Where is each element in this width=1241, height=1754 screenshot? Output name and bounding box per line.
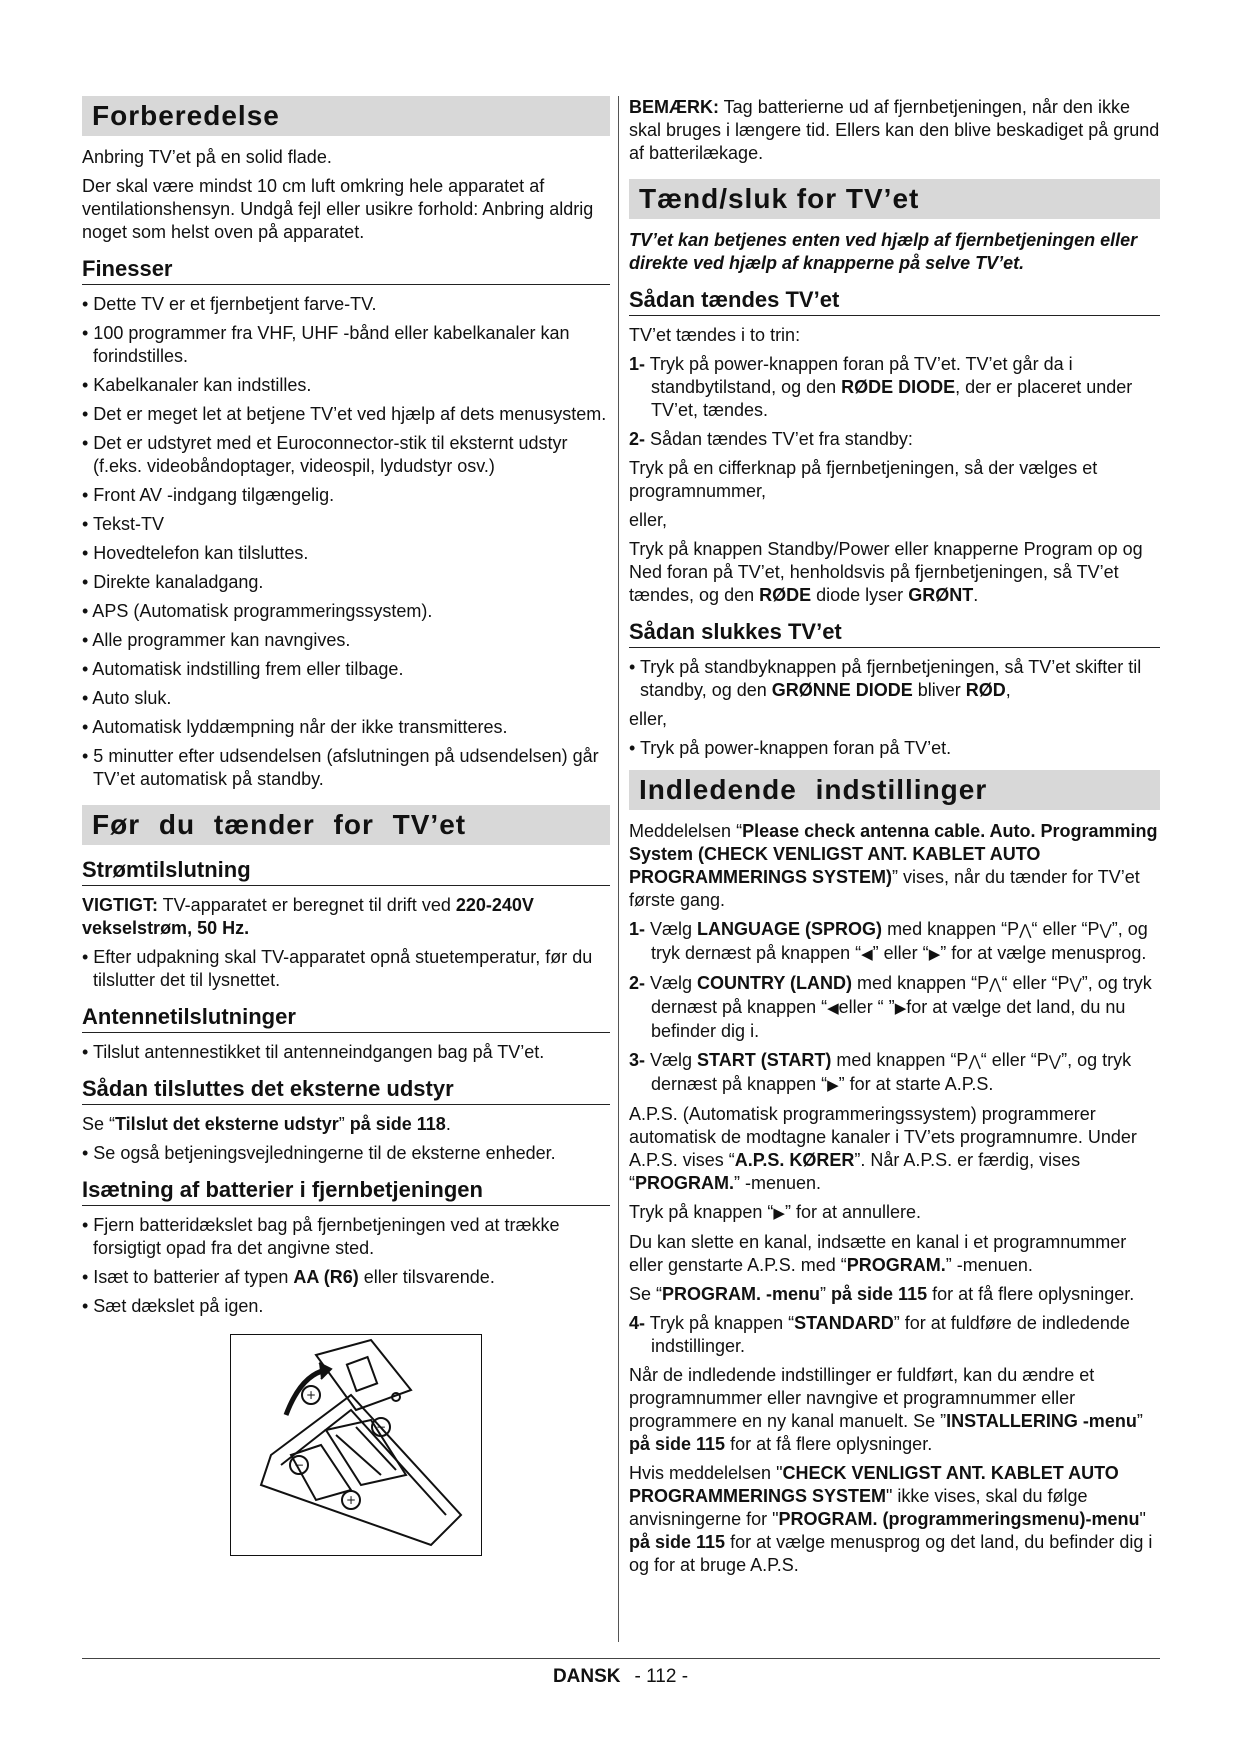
text: ": [1139, 1509, 1146, 1529]
left-arrow-icon: ◀: [861, 945, 873, 963]
text: for at få flere oplysninger.: [927, 1284, 1135, 1304]
note-label: BEMÆRK:: [629, 97, 719, 117]
left-column: [82, 96, 610, 1556]
text: for at vælge menusprog og det land, du befinder dig i og for at bruge A.P.S.: [629, 1532, 1153, 1575]
up-arrow-icon: ⋀: [989, 975, 1002, 993]
page-reference: på side 118: [349, 1114, 446, 1134]
feature-list: [82, 293, 610, 791]
subheading-stroemtilslutning: Strømtilslutning: [82, 857, 610, 886]
button-name: STANDARD: [794, 1313, 894, 1333]
battery-type: AA (R6): [293, 1267, 359, 1287]
list-item: • Direkte kanaladgang.: [82, 572, 264, 592]
text: ”, og tryk dernæst på knappen “: [651, 973, 1152, 1017]
list-item: • Auto sluk.: [82, 688, 172, 708]
text: • Tryk på standbyknappen på fjernbetjeningen, så TV’et skifter til standby, og den: [629, 657, 1142, 700]
text: " ikke vises, skal du følge anvisningerne for ": [629, 1486, 1088, 1529]
list-item: [629, 656, 1160, 702]
step-1: [629, 918, 1160, 966]
column-divider: [618, 96, 619, 1642]
voltage-text: 220-240V vekselstrøm, 50 Hz.: [82, 895, 534, 938]
page-reference: på side 115: [629, 1434, 726, 1454]
section-heading-taend-sluk: Tænd/sluk for TV’et: [629, 179, 1160, 219]
text: Vælg: [645, 1050, 698, 1070]
text: eller tilsvarende.: [358, 1267, 495, 1287]
message-text: CHECK VENLIGST ANT. KABLET AUTO PROGRAMMERINGS SYSTEM: [629, 1463, 1119, 1506]
list-item: • Front AV -indgang tilgængelig.: [82, 485, 335, 505]
text: med knappen “P: [852, 973, 990, 993]
paragraph: Der skal være mindst 10 cm luft omkring hele apparatet af ventilationshensyn. Undgå fejl eller usikre forhold: Anbring aldrig noget som helst oven på apparatet.: [82, 176, 594, 242]
paragraph: [629, 538, 1160, 607]
text: ”, og tryk dernæst på knappen “: [651, 1050, 1132, 1094]
text: Meddelelsen “: [629, 821, 743, 841]
text: Når de indledende indstillinger er fuldført, kan du ændre et programnummer eller navngive et programnummer eller programmere en ny kanal manuelt. Se ”: [629, 1365, 1095, 1431]
subheading-antennetilslutninger: Antennetilslutninger: [82, 1004, 610, 1033]
page-footer: [0, 1666, 1241, 1688]
down-arrow-icon: ⋁: [1099, 921, 1112, 939]
list-item: [82, 1266, 610, 1289]
paragraph: TV’et tændes i to trin:: [629, 325, 801, 345]
text: ” for at fuldføre de indledende indstillinger.: [651, 1313, 1130, 1356]
text: “ eller “P: [1031, 919, 1100, 939]
diode-label: GRØNNE DIODE: [771, 680, 913, 700]
text: Du kan slette en kanal, indsætte en kanal i et programnummer eller genstarte A.P.S. med “: [629, 1232, 1127, 1275]
text: ” for at starte A.P.S.: [838, 1074, 994, 1094]
step-number: 1-: [629, 354, 646, 374]
step-number: 2-: [629, 429, 646, 449]
text: ” eller “: [872, 943, 929, 963]
text: ”, og tryk dernæst på knappen “: [651, 919, 1148, 963]
step-4: [629, 1312, 1160, 1358]
text: med knappen “P: [882, 919, 1020, 939]
svg-text:+: +: [305, 1388, 317, 1402]
menu-name: PROGRAM.: [635, 1173, 734, 1193]
paragraph: [629, 1201, 1160, 1225]
step-number: 4-: [629, 1313, 646, 1333]
subheading-batterier: Isætning af batterier i fjernbetjeningen: [82, 1177, 610, 1206]
remote-battery-illustration: [230, 1334, 482, 1556]
language-label: DANSK: [552, 1666, 621, 1687]
section-heading-indledende: Indledende indstillinger: [629, 770, 1160, 810]
list-item: • Tryk på power-knappen foran på TV’et.: [629, 738, 952, 758]
right-arrow-icon: ▶: [827, 1076, 839, 1094]
text: ,: [1005, 680, 1011, 700]
text: Tag batterierne ud af fjernbetjeningen, når den ikke skal bruges i længere tid. Ellers kan den blive beskadiget på grund af batterilækage.: [629, 97, 1160, 163]
step-3: [629, 1049, 1160, 1097]
text: ” vises, når du tænder for TV’et første gang.: [629, 867, 1140, 910]
text: • Isæt to batterier af typen: [82, 1267, 294, 1287]
text: “ eller “P: [980, 1050, 1049, 1070]
text: Vælg: [645, 919, 698, 939]
up-arrow-icon: ⋀: [1019, 921, 1032, 939]
text: TV-apparatet er beregnet til drift ved: [158, 895, 456, 915]
step-2: [629, 972, 1160, 1043]
svg-text:−: −: [375, 1420, 387, 1434]
list-item: • Sæt dækslet på igen.: [82, 1296, 264, 1316]
menu-item: START (START): [697, 1050, 832, 1070]
text: ”: [820, 1284, 832, 1304]
list-item: • Det er meget let at betjene TV’et ved hjælp af dets menusystem.: [82, 404, 607, 424]
text: .: [445, 1114, 451, 1134]
section-heading-foer-du-taender: Før du tænder for TV’et: [82, 805, 610, 845]
text: , der er placeret under TV’et, tændes.: [651, 377, 1133, 420]
step-number: 3-: [629, 1050, 646, 1070]
vigtigt-paragraph: [82, 894, 610, 940]
text: Tryk på power-knappen foran på TV’et. TV’et går da i standbytilstand, og den: [645, 354, 1073, 397]
menu-name: INSTALLERING -menu: [946, 1411, 1137, 1431]
diode-label: RØDE DIODE: [841, 377, 956, 397]
text: Vælg: [645, 973, 698, 993]
page-reference: på side 115: [629, 1532, 726, 1552]
text: ” for at vælge menusprog.: [940, 943, 1147, 963]
text: ”: [1136, 1411, 1143, 1431]
text: eller “ ”: [838, 997, 895, 1017]
text: Se “: [629, 1284, 663, 1304]
text: “ eller “P: [1001, 973, 1070, 993]
subheading-finesser: Finesser: [82, 256, 610, 285]
list-item: • Automatisk lyddæmpning når der ikke transmitteres.: [82, 717, 508, 737]
paragraph: [629, 1364, 1160, 1456]
paragraph: Anbring TV’et på en solid flade.: [82, 147, 332, 167]
text: Tryk på knappen “: [645, 1313, 795, 1333]
menu-item: LANGUAGE (SPROG): [697, 919, 883, 939]
text: Tryk på knappen “: [629, 1202, 774, 1222]
right-column: [629, 96, 1160, 1583]
text: for at få flere oplysninger.: [725, 1434, 933, 1454]
text: Tryk på knappen Standby/Power eller knapperne Program op og Ned foran på TV’et, henholdsvis på fjernbetjeningen, så TV’et tændes, og den: [629, 539, 1143, 605]
text: .: [973, 585, 979, 605]
list-item: • Dette TV er et fjernbetjent farve-TV.: [82, 294, 377, 314]
up-arrow-icon: ⋀: [968, 1052, 981, 1070]
text: diode lyser: [811, 585, 909, 605]
list-item: • Automatisk indstilling frem eller tilbage.: [82, 659, 404, 679]
text: Sådan tændes TV’et fra standby:: [645, 429, 913, 449]
text: A.P.S. (Automatisk programmeringssystem) programmerer automatisk de modtagne kanaler i TV’ets programnumre. Under A.P.S. vises “: [629, 1104, 1137, 1170]
page-reference: på side 115: [831, 1284, 928, 1304]
lead-paragraph: TV’et kan betjenes enten ved hjælp af fjernbetjeningen eller direkte ved hjælp af knapperne på selve TV’et.: [629, 230, 1138, 273]
text: ” for at annullere.: [784, 1202, 922, 1222]
down-arrow-icon: ⋁: [1069, 975, 1082, 993]
step-number: 1-: [629, 919, 646, 939]
paragraph: Tryk på en cifferknap på fjernbetjeningen, så der vælges et programnummer,: [629, 458, 1098, 501]
svg-text:+: +: [345, 1493, 357, 1507]
remote-battery-drawing: [231, 1335, 481, 1555]
right-arrow-icon: ▶: [894, 999, 907, 1017]
list-item: • 100 programmer fra VHF, UHF -bånd eller kabelkanaler kan forindstilles.: [82, 323, 570, 366]
step-2: [629, 428, 1160, 451]
text: bliver: [912, 680, 966, 700]
text: ” -menuen.: [945, 1255, 1033, 1275]
menu-name: PROGRAM. (programmeringsmenu)-menu: [778, 1509, 1140, 1529]
bemaerk-note: [629, 96, 1160, 165]
footer-rule: [82, 1658, 1160, 1659]
list-item: • Se også betjeningsvejledningerne til de eksterne enheder.: [82, 1143, 556, 1163]
right-arrow-icon: ▶: [773, 1204, 785, 1222]
text: med knappen “P: [831, 1050, 969, 1070]
list-item: • Tilslut antennestikket til antenneindgangen bag på TV’et.: [82, 1042, 545, 1062]
step-number: 2-: [629, 973, 646, 993]
menu-name: PROGRAM.: [846, 1255, 946, 1275]
paragraph: [629, 1103, 1160, 1195]
color-word: RØD: [965, 680, 1006, 700]
text: ”. Når A.P.S. er færdig, vises “: [629, 1150, 1081, 1193]
paragraph: eller,: [629, 709, 668, 729]
list-item: • Kabelkanaler kan indstilles.: [82, 375, 312, 395]
vigtigt-label: VIGTIGT:: [82, 895, 158, 915]
text: ” -menuen.: [734, 1173, 822, 1193]
paragraph: [629, 1462, 1160, 1577]
list-item: • Tekst-TV: [82, 514, 164, 534]
left-arrow-icon: ◀: [827, 999, 839, 1017]
down-arrow-icon: ⋁: [1048, 1052, 1062, 1070]
list-item: • 5 minutter efter udsendelsen (afslutningen på udsendelsen) går TV’et automatisk på standby.: [82, 746, 599, 789]
message-text: Please check antenna cable. Auto. Programming System (CHECK VENLIGST ANT. KABLET AUTO PROGRAMMERINGS SYSTEM): [629, 821, 1158, 887]
list-item: • Efter udpakning skal TV-apparatet opnå stuetemperatur, før du tilslutter det til lysnettet.: [82, 947, 593, 990]
paragraph: [629, 1231, 1160, 1277]
right-arrow-icon: ▶: [928, 945, 941, 963]
paragraph: eller,: [629, 510, 668, 530]
menu-name: PROGRAM. -menu: [662, 1284, 821, 1304]
section-heading-forberedelse: Forberedelse: [82, 96, 610, 136]
list-item: • Fjern batteridækslet bag på fjernbetjeningen ved at trække forsigtigt opad fra det angivne sted.: [82, 1215, 560, 1258]
text: ”: [338, 1114, 350, 1134]
svg-text:−: −: [293, 1458, 305, 1472]
step-1: [629, 353, 1160, 422]
reference-text: Tilslut det eksterne udstyr: [115, 1114, 339, 1134]
list-item: • Alle programmer kan navngives.: [82, 630, 351, 650]
list-item: • Hovedtelefon kan tilsluttes.: [82, 543, 309, 563]
subheading-eksterne-udstyr: Sådan tilsluttes det eksterne udstyr: [82, 1076, 610, 1105]
menu-item: COUNTRY (LAND): [697, 973, 853, 993]
paragraph: [629, 820, 1160, 912]
list-item: • APS (Automatisk programmeringssystem).: [82, 601, 433, 621]
color-word: GRØNT: [908, 585, 974, 605]
list-item: • Det er udstyret med et Euroconnector-stik til eksternt udstyr (f.eks. videobåndoptager, videospil, lydudstyr osv.): [82, 433, 568, 476]
subheading-slukkes: Sådan slukkes TV’et: [629, 619, 1160, 648]
color-word: RØDE: [759, 585, 812, 605]
page-number: - 112 -: [634, 1666, 689, 1687]
text: Hvis meddelelsen ": [629, 1463, 783, 1483]
text: Se “: [82, 1114, 116, 1134]
text: for at vælge det land, du nu befinder dig i.: [651, 997, 1126, 1041]
paragraph: [82, 1113, 610, 1136]
paragraph: [629, 1283, 1160, 1306]
status-text: A.P.S. KØRER: [734, 1150, 855, 1170]
subheading-taendes: Sådan tændes TV’et: [629, 287, 1160, 316]
